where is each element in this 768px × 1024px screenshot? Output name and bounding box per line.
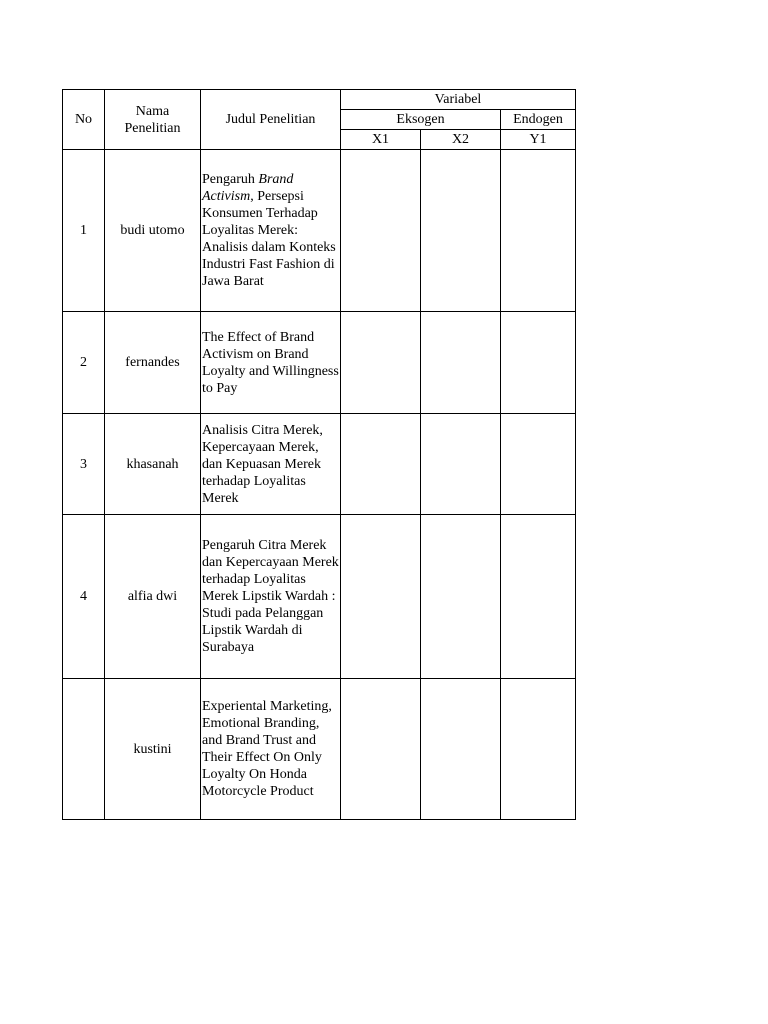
header-nama-label: Nama Penelitian (124, 103, 181, 136)
header-variabel: Variabel (341, 90, 576, 110)
row-name: budi utomo (105, 150, 201, 312)
row-no: 2 (63, 312, 105, 414)
research-table (62, 89, 576, 820)
row-y1 (501, 679, 576, 820)
row-y1 (501, 414, 576, 515)
row-no: 1 (63, 150, 105, 312)
row-no (63, 679, 105, 820)
row-x1 (341, 515, 421, 679)
row-name: fernandes (105, 312, 201, 414)
row-title: Pengaruh Citra Merek dan Kepercayaan Merek terhadap Loyalitas Merek Lipstik Wardah : Studi pada Pelanggan Lipstik Wardah di Surabaya (201, 515, 341, 679)
table-row (63, 312, 576, 414)
row-x2 (421, 150, 501, 312)
header-endogen: Endogen (501, 110, 576, 130)
row-x1 (341, 312, 421, 414)
row-x2 (421, 679, 501, 820)
row-y1 (501, 150, 576, 312)
row-title: Analisis Citra Merek, Kepercayaan Merek, dan Kepuasan Merek terhadap Loyalitas Merek (201, 414, 341, 515)
row-x1 (341, 679, 421, 820)
header-y1: Y1 (501, 130, 576, 150)
row-title: Experiental Marketing, Emotional Branding, and Brand Trust and Their Effect On Only Loyalty On Honda Motorcycle Product (201, 679, 341, 820)
header-eksogen: Eksogen (341, 110, 501, 130)
row-y1 (501, 312, 576, 414)
row-x2 (421, 312, 501, 414)
row-no: 3 (63, 414, 105, 515)
header-judul-penelitian: Judul Penelitian (201, 90, 341, 150)
row-title: The Effect of Brand Activism on Brand Loyalty and Willingness to Pay (201, 312, 341, 414)
row-name: khasanah (105, 414, 201, 515)
row-y1 (501, 515, 576, 679)
table-row (63, 679, 576, 820)
row-x2 (421, 414, 501, 515)
header-x2: X2 (421, 130, 501, 150)
header-nama-penelitian (105, 90, 201, 150)
row-title-italic: Brand Activism (202, 172, 294, 204)
header-no: No (63, 90, 105, 150)
table-row (63, 150, 576, 312)
row-name: kustini (105, 679, 201, 820)
row-title-post: , Persepsi Konsumen Terhadap Loyalitas Merek: Analisis dalam Konteks Industri Fast Fashion di Jawa Barat (202, 189, 336, 289)
row-x2 (421, 515, 501, 679)
header-x1: X1 (341, 130, 421, 150)
header-row-1 (63, 90, 576, 110)
row-x1 (341, 150, 421, 312)
table-row (63, 414, 576, 515)
row-x1 (341, 414, 421, 515)
row-title (201, 150, 341, 312)
row-title-pre: Pengaruh (202, 172, 259, 187)
table-row (63, 515, 576, 679)
row-no: 4 (63, 515, 105, 679)
row-name: alfia dwi (105, 515, 201, 679)
